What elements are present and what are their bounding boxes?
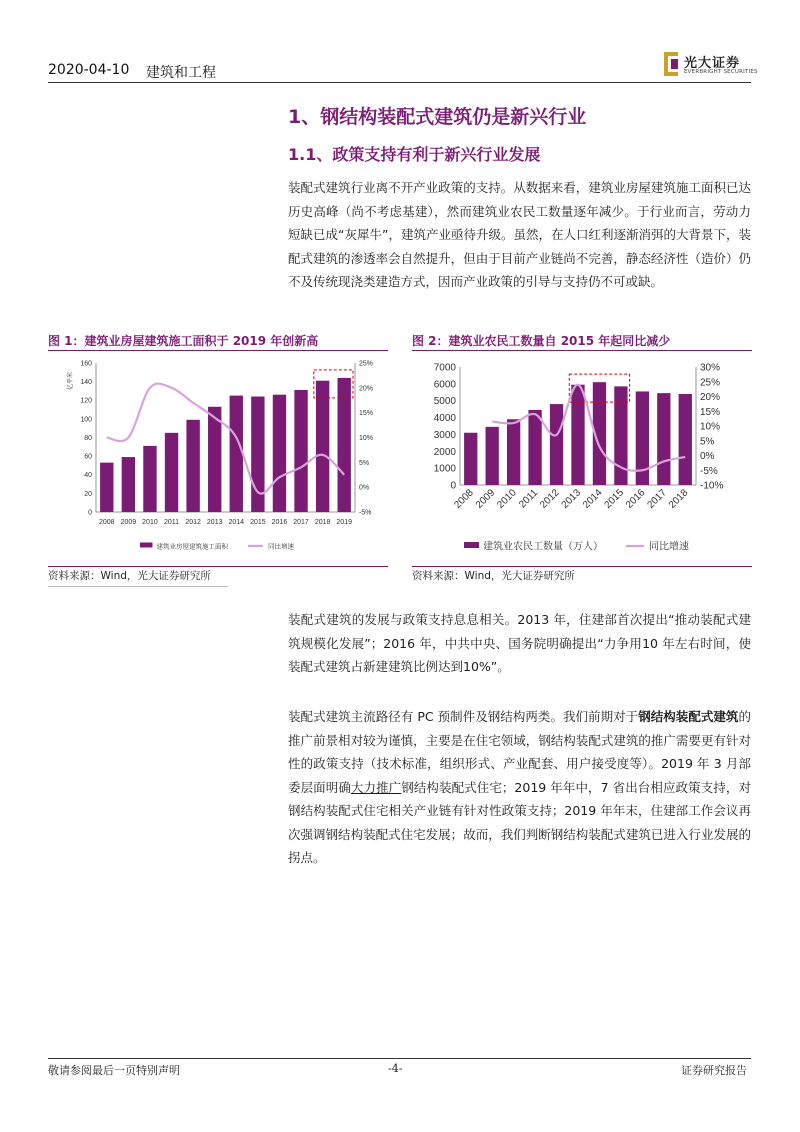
para3-underlined-text: 大力推广 <box>350 779 402 795</box>
y2-tick-label: 15% <box>359 410 374 418</box>
figure2-top-rule <box>412 350 752 351</box>
legend-bar-label: 建筑业农民工数量（万人） <box>483 541 603 553</box>
bar <box>143 446 156 512</box>
bar <box>122 457 135 512</box>
bar <box>528 410 541 485</box>
y2-tick-label: -10% <box>700 480 724 492</box>
header-date: 2020-04-10 <box>48 62 130 78</box>
bar <box>186 420 199 512</box>
figure2-title: 图 2：建筑业农民工数量自 2015 年起同比减少 <box>412 334 671 348</box>
header-divider <box>48 82 751 83</box>
bar <box>294 390 307 512</box>
growth-line <box>492 385 685 471</box>
bar <box>464 433 477 485</box>
figure2-bottom-rule <box>412 566 752 567</box>
x-tick-label: 2018 <box>314 519 331 526</box>
y2-tick-label: 5% <box>359 459 370 467</box>
y-tick-label: 40 <box>84 472 92 480</box>
y-tick-label: 160 <box>80 360 92 368</box>
x-tick-label: 2011 <box>164 519 180 526</box>
y2-tick-label: -5% <box>700 465 718 477</box>
figure2-chart <box>412 354 752 564</box>
x-tick-label: 2013 <box>206 519 223 526</box>
figure2-source: 资料来源：Wind，光大证券研究所 <box>412 570 575 582</box>
y2-tick-label: 20% <box>359 385 374 393</box>
figure1-source: 资料来源：Wind，光大证券研究所 <box>48 570 211 582</box>
y2-tick-label: 5% <box>700 436 715 448</box>
left-column-separator <box>48 586 228 587</box>
x-tick-label: 2013 <box>559 487 584 511</box>
company-logo <box>664 50 764 80</box>
bar <box>679 394 692 485</box>
subsection-heading: 1.1、政策支持有利于新兴行业发展 <box>288 145 541 164</box>
para3-text-a: 装配式建筑主流路径有 PC 预制件及钢结构两类。我们前期对于 <box>288 709 639 724</box>
y-tick-label: 1000 <box>433 463 456 475</box>
legend-bar-label: 建筑业房屋建筑施工面积 <box>156 542 228 551</box>
y2-tick-label: 25% <box>359 360 374 368</box>
bar <box>100 463 113 512</box>
x-tick-label: 2012 <box>538 487 562 511</box>
section-heading: 1、钢结构装配式建筑仍是新兴行业 <box>288 106 587 128</box>
y2-tick-label: 20% <box>700 392 721 403</box>
y-tick-label: 100 <box>80 416 92 424</box>
x-tick-label: 2018 <box>666 487 691 511</box>
bar <box>571 385 584 485</box>
bar <box>657 393 670 485</box>
x-tick-label: 2014 <box>581 487 605 511</box>
logo-name-en: EVERBRIGHT SECURITIES <box>684 69 758 75</box>
y-tick-label: 0 <box>88 509 92 517</box>
y-tick-label: 80 <box>84 434 92 442</box>
figure1-top-rule <box>48 350 388 351</box>
paragraph-policy-support: 装配式建筑行业离不开产业政策的支持。从数据来看，建筑业房屋建筑施工面积已达历史高峰（尚不考虑基建），然而建筑业农民工数量逐年减少。于行业而言，劳动力短缺已成“灰犀牛”，建筑产业亟待升级。虽然，在人口红利逐渐消弭的大背景下，装配式建筑的渗透率会自然提升，但由于目前产业链尚不完善，静态经济性（造价）仍不及传统现浇类建造方式，因而产业政策的引导与支持仍不可或缺。 <box>288 180 751 289</box>
y-tick-label: 2000 <box>433 446 456 458</box>
y-tick-label: 4000 <box>433 413 456 425</box>
x-tick-label: 2008 <box>452 487 476 511</box>
y-tick-label: 7000 <box>433 362 456 374</box>
bar <box>208 407 221 512</box>
legend-line-label: 同比增速 <box>268 542 294 551</box>
bar <box>486 427 499 485</box>
y-axis-label: 亿平米 <box>67 371 74 391</box>
y-tick-label: 60 <box>84 453 92 461</box>
growth-line <box>107 384 344 494</box>
y-tick-label: 120 <box>80 397 92 405</box>
x-tick-label: 2016 <box>623 487 648 511</box>
y-tick-label: 140 <box>80 379 92 387</box>
x-tick-label: 2010 <box>142 519 158 526</box>
para3-text-b: 的推广前景相对较为谨慎，主要是在住宅领域，钢结构装配式建筑的推广需要更有针对性的政策支持（技术标准，组织形式、产业配套、用户接受度等）。2019 年 3 月部委层面明确 <box>288 709 751 795</box>
logo-name-cn: 光大证券 <box>684 56 741 71</box>
y2-tick-label: 30% <box>700 362 721 374</box>
legend-bar-swatch <box>464 542 479 548</box>
y-tick-label: 20 <box>84 490 92 498</box>
x-tick-label: 2009 <box>473 487 498 511</box>
para3-bold-text: 钢结构装配式建筑 <box>638 709 739 724</box>
x-tick-label: 2008 <box>99 519 115 526</box>
y-tick-label: 6000 <box>433 379 456 391</box>
y2-tick-label: 10% <box>700 421 721 433</box>
footer-page-number: -4- <box>388 1062 403 1075</box>
y2-tick-label: 0% <box>359 484 370 492</box>
bar <box>550 404 563 485</box>
x-tick-label: 2016 <box>271 519 288 526</box>
x-tick-label: 2017 <box>645 487 669 511</box>
y-tick-label: 0 <box>450 480 456 492</box>
footer-disclaimer: 敬请参阅最后一页特别声明 <box>48 1064 180 1077</box>
para3-text-c: 钢结构装配式住宅；2019 年年中，7 省出台相应政策支持，对钢结构装配式住宅相关产业链有针对性政策支持；2019 年年末，住建部工作会议再次强调钢结构装配式住宅发展；故而，我们判断钢结构装配式建筑已进入行业发展的拐点。 <box>288 779 751 865</box>
x-tick-label: 2017 <box>293 519 309 526</box>
bar <box>165 433 178 512</box>
bar <box>273 395 286 512</box>
x-tick-label: 2015 <box>250 519 266 526</box>
legend-bar-swatch <box>140 543 153 548</box>
bar <box>251 397 264 512</box>
footer-divider <box>48 1058 751 1059</box>
legend-line-label: 同比增速 <box>649 541 689 553</box>
x-tick-label: 2011 <box>517 487 541 511</box>
x-tick-label: 2015 <box>602 487 627 511</box>
figure1-title: 图 1：建筑业房屋建筑施工面积于 2019 年创新高 <box>48 334 319 348</box>
x-tick-label: 2009 <box>120 519 137 526</box>
x-tick-label: 2012 <box>185 519 201 526</box>
bar <box>230 396 243 512</box>
y2-tick-label: 25% <box>700 377 721 389</box>
y2-tick-label: 15% <box>700 406 721 418</box>
y2-tick-label: 0% <box>700 451 715 462</box>
y2-tick-label: 10% <box>359 434 374 442</box>
paragraph-policy-history: 装配式建筑的发展与政策支持息息相关。2013 年，住建部首次提出“推动装配式建筑规模化发展”；2016 年，中共中央、国务院明确提出“力争用10 年左右时间，使装配式建筑占新建建筑比例达到10%”。 <box>288 612 751 674</box>
footer-report-type: 证券研究报告 <box>681 1064 747 1077</box>
paragraph-steel-structure <box>288 705 751 870</box>
x-tick-label: 2010 <box>495 487 519 511</box>
header-sector: 建筑和工程 <box>146 65 216 81</box>
x-tick-label: 2014 <box>228 519 245 526</box>
x-tick-label: 2019 <box>336 519 352 526</box>
bar <box>507 419 520 485</box>
y-tick-label: 5000 <box>433 396 456 408</box>
figure1-bottom-rule <box>48 566 388 567</box>
bar <box>316 381 329 512</box>
y2-tick-label: -5% <box>359 509 372 517</box>
figure1-chart <box>48 354 388 564</box>
y-tick-label: 3000 <box>433 429 456 441</box>
